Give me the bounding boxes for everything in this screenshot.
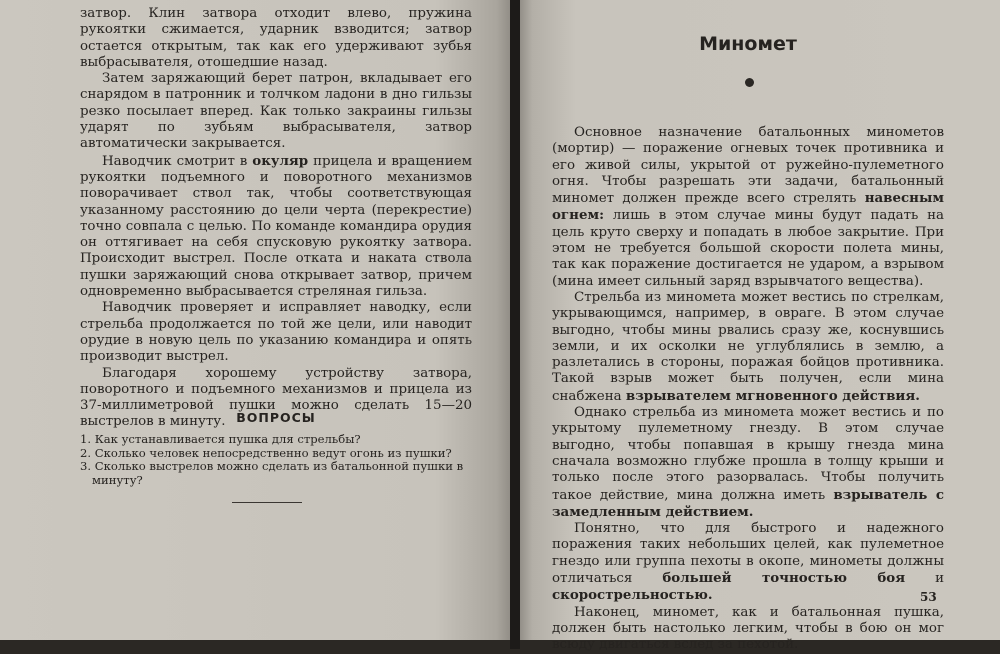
chapter-title: Миномет	[699, 33, 797, 55]
text-run: Однако стрельба из миномета может вестись и по укрытому пулеметному гнезду. В этом случае выгодно, чтобы попавшая в крышу гнезда мина сначала возможно глубже прошла в толщу крыши и только после этого разорвалась. Чтобы получить такое действие, мина должна иметь	[552, 405, 944, 503]
emphasis-text: окуляр	[252, 152, 309, 169]
left-page-body	[80, 6, 472, 431]
text-run: Затем заряжающий берет патрон, вкладывает его снарядом в патронник и толчком ладони в дно гильзы резко посылает вперед. Как только закраины гильзы ударят по зубьям выбрасывателя, затвор автоматически закрывается.	[80, 71, 472, 152]
emphasis-text: большей точностью боя	[662, 570, 906, 587]
paragraph	[552, 405, 944, 521]
paragraph	[552, 290, 944, 405]
questions-list	[80, 433, 472, 487]
text-run: и	[905, 571, 944, 587]
text-run: Стрельба из миномета может вестись по стрелкам, укрывающимся, например, в овраге. В этом случае выгодно, чтобы мины рвались сразу же, коснувшись земли, и их осколки не углублялись в землю, а разлетались в стороны, поражая бойцов противника. Такой взрыв может быть получен, если мина снабжена	[552, 289, 944, 404]
question-item: 3. Сколько выстрелов можно сделать из батальонной пушки в минуту?	[80, 459, 464, 487]
emphasis-text: навесным огнем:	[552, 190, 944, 224]
book-gutter	[510, 0, 520, 649]
text-run: Благодаря хорошему устройству затвора, поворотного и подъемного механизмов и прицела из 37-миллиметровой пушки можно сделать 15—20 выстрелов в минуту.	[80, 365, 472, 430]
question-item: 1. Как устанавливается пушка для стрельбы?	[80, 432, 361, 446]
paragraph	[80, 71, 472, 152]
emphasis-text: скорострельностью.	[552, 587, 713, 604]
text-run: прицела и вращением рукоятки подъемного и поворотного механизмов поворачивает ствол так, чтобы соответствующая указанному расстоянию до цели черта (перекрестие) точно совпала с целью. По команде командира орудия он оттягивает на себя спусковую рукоятку затвора. Происходит выстрел. После отката и наката ствола пушки заряжающий снова открывает затвор, причем одновременно выбрасывается стреляная гильза.	[80, 153, 472, 300]
page-number: 53	[920, 590, 937, 604]
text-run: Наводчик смотрит в	[102, 153, 253, 169]
text-run: Понятно, что для быстрого и надежного поражения таких небольших целей, как пулеметное гнездо или группа пехоты в окопе, минометы должны отличаться	[552, 521, 944, 587]
paragraph	[80, 6, 472, 71]
paragraph	[80, 300, 472, 365]
emphasis-text: взрыватель с замедленным действием.	[552, 486, 945, 520]
text-run: лишь в этом случае мины будут падать на цель круто сверху и попадать в любое закрытие. При этом не требуется большой скорости полета мины, так как поражение достигается не ударом, а взрывом (мина имеет сильный заряд взрывчатого вещества).	[552, 208, 944, 289]
bullet-ornament	[745, 78, 754, 87]
text-run: Наконец, миномет, как и батальонная пушка, должен быть настолько легким, чтобы в бою он мог всюду двигаться вслед за пехотой.	[552, 604, 944, 653]
questions-heading: ВОПРОСЫ	[236, 410, 316, 425]
text-run: Основное назначение батальонных минометов (мортир) — поражение огневых точек противника и его живой силы, укрытой от ружейно-пулеметного огня. Чтобы разрешать эти задачи, батальонный миномет должен прежде всего стрелять	[552, 125, 944, 207]
right-page-body	[552, 125, 944, 654]
text-run: Наводчик проверяет и исправляет наводку, если стрельба продолжается по той же цели, или наводит орудие в новую цель по указанию командира и опять производит выстрел.	[80, 300, 472, 365]
emphasis-text: взрывателем мгновенного действия.	[625, 387, 920, 404]
paragraph	[80, 153, 472, 301]
section-divider	[232, 502, 302, 503]
text-run: затвор. Клин затвора отходит влево, пружина рукоятки сжимается, ударник взводится; затвор остается открытым, так как его удерживают зубья выбрасывателя, отошедшие назад.	[80, 6, 472, 70]
paragraph	[552, 605, 944, 654]
paragraph	[552, 521, 944, 604]
question-item: 2. Сколько человек непосредственно ведут огонь из пушки?	[80, 445, 452, 460]
paragraph	[552, 125, 944, 290]
